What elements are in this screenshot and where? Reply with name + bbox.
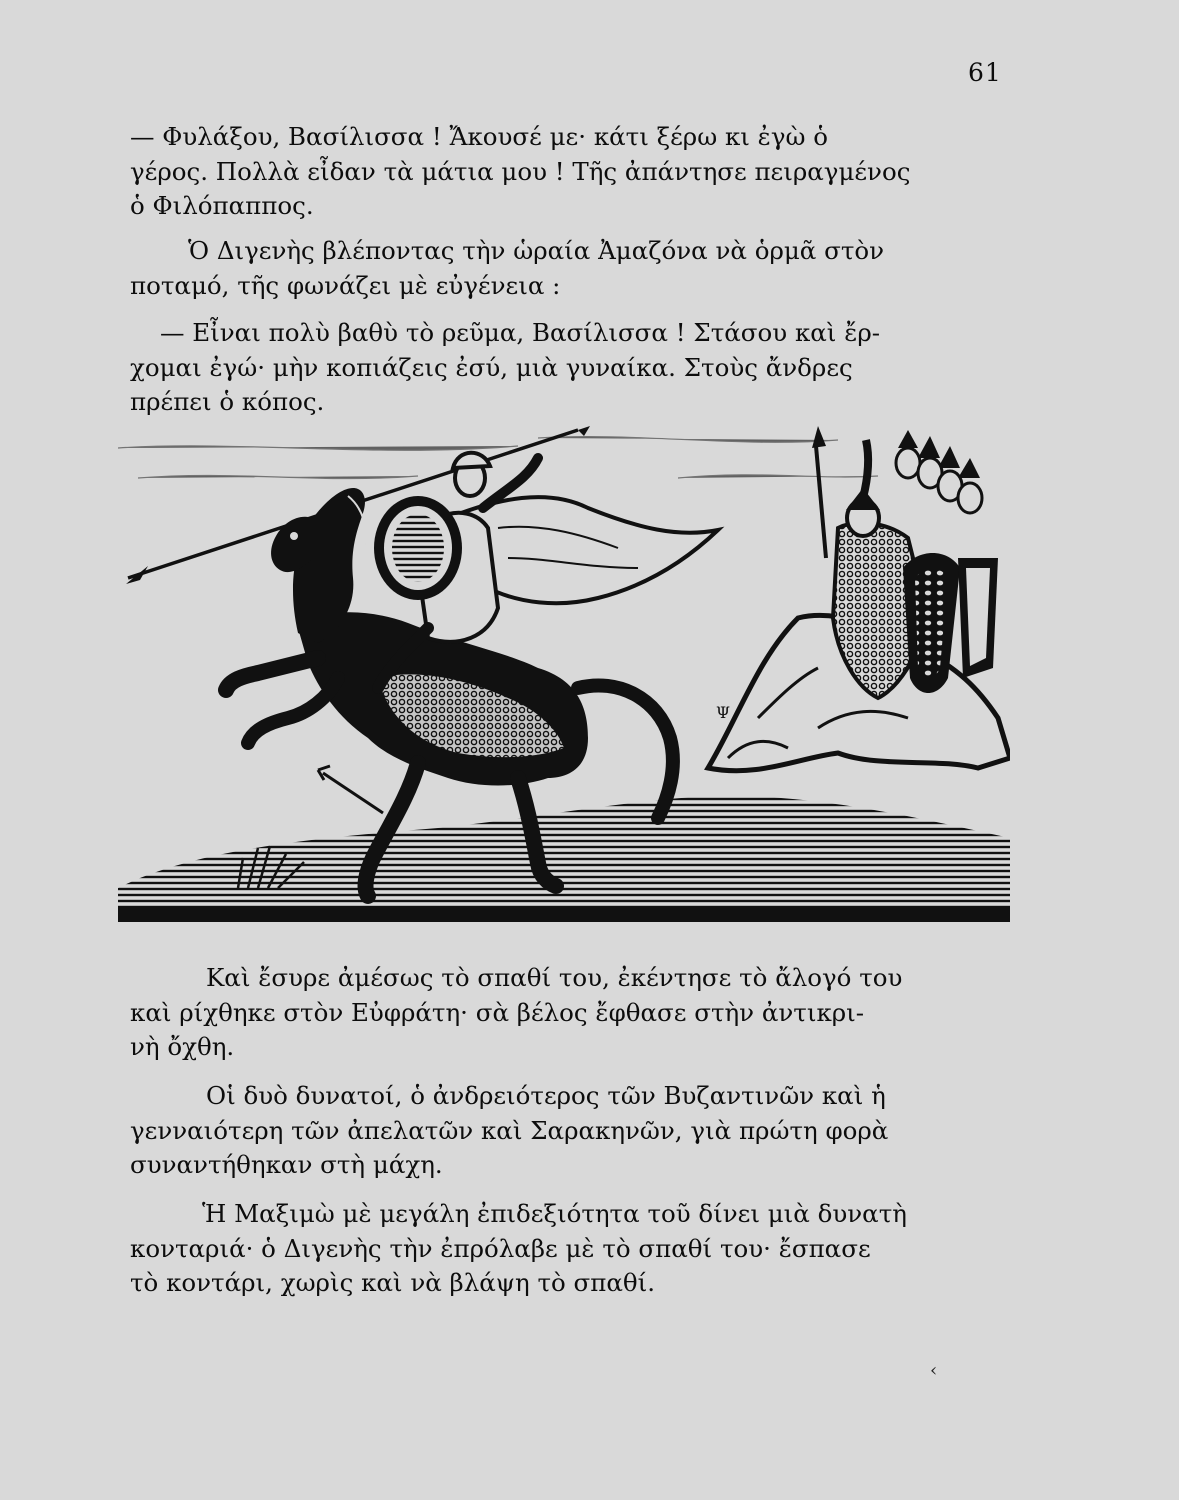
- text-line: τὸ κοντάρι, χωρὶς καὶ νὰ βλάψη τὸ σπαθί.: [130, 1268, 656, 1297]
- text-line: καὶ ρίχθηκε στὸν Εὐφράτη· σὰ βέλος ἔφθασε στὴν ἀντικρι-: [130, 997, 865, 1027]
- artist-monogram: Ψ: [716, 703, 731, 722]
- page-number: 61: [968, 58, 1002, 87]
- text-line: Καὶ ἔσυρε ἀμέσως τὸ σπαθί του, ἐκέντησε τὸ ἄλογό του: [206, 963, 903, 992]
- ground-arrow: [318, 766, 383, 813]
- text-line: συναντήθηκαν στὴ μάχη.: [130, 1150, 443, 1179]
- paragraph-draws-sword: [130, 961, 1002, 1065]
- text-line: Οἱ δυὸ δυνατοί, ὁ ἀνδρειότερος τῶν Βυζαντινῶν καὶ ἡ: [206, 1081, 886, 1110]
- text-line: κονταριά· ὁ Διγενὴς τὴν ἐπρόλαβε μὲ τὸ σπαθί του· ἔσπασε: [130, 1233, 871, 1263]
- stray-mark: ‹: [930, 1360, 938, 1381]
- paragraph-first-meeting: [130, 1079, 1002, 1183]
- text-line: γενναιότερη τῶν ἀπελατῶν καὶ Σαρακηνῶν, γιὰ πρώτη φορὰ: [130, 1115, 889, 1145]
- paragraph-digenis-speech: [130, 316, 1002, 420]
- woodcut-illustration: [118, 418, 1010, 922]
- text-line: ὁ Φιλόπαππος.: [130, 191, 314, 220]
- text-line: χομαι ἐγώ· μὴν κοπιάζεις ἐσύ, μιὰ γυναίκα. Στοὺς ἄνδρες: [130, 352, 853, 382]
- paragraph-digenis-calls: [130, 234, 1002, 303]
- paragraph-spear-broken: [130, 1197, 1002, 1301]
- text-line: πρέπει ὁ κόπος.: [130, 387, 325, 416]
- text-line: γέρος. Πολλὰ εἶδαν τὰ μάτια μου ! Τῆς ἀπάντησε πειραγμένος: [130, 156, 911, 186]
- ground: [118, 796, 1010, 922]
- text-line: Ὁ Διγενὴς βλέποντας τὴν ὡραία Ἀμαζόνα νὰ ὁρμᾶ στὸν: [188, 236, 885, 265]
- text-line: νὴ ὄχθη.: [130, 1032, 235, 1061]
- text-line: Ἡ Μαξιμὼ μὲ μεγάλη ἐπιδεξιότητα τοῦ δίνει μιὰ δυνατὴ: [202, 1199, 907, 1228]
- text-line: — Φυλάξου, Βασίλισσα ! Ἄκουσέ με· κάτι ξέρω κι ἐγὼ ὁ: [130, 122, 828, 151]
- paragraph-warning: [130, 120, 1002, 224]
- text-line: — Εἶναι πολὺ βαθὺ τὸ ρεῦμα, Βασίλισσα ! Στάσου καὶ ἔρ-: [160, 318, 881, 347]
- text-line: ποταμό, τῆς φωνάζει μὲ εὐγένεια :: [130, 270, 561, 300]
